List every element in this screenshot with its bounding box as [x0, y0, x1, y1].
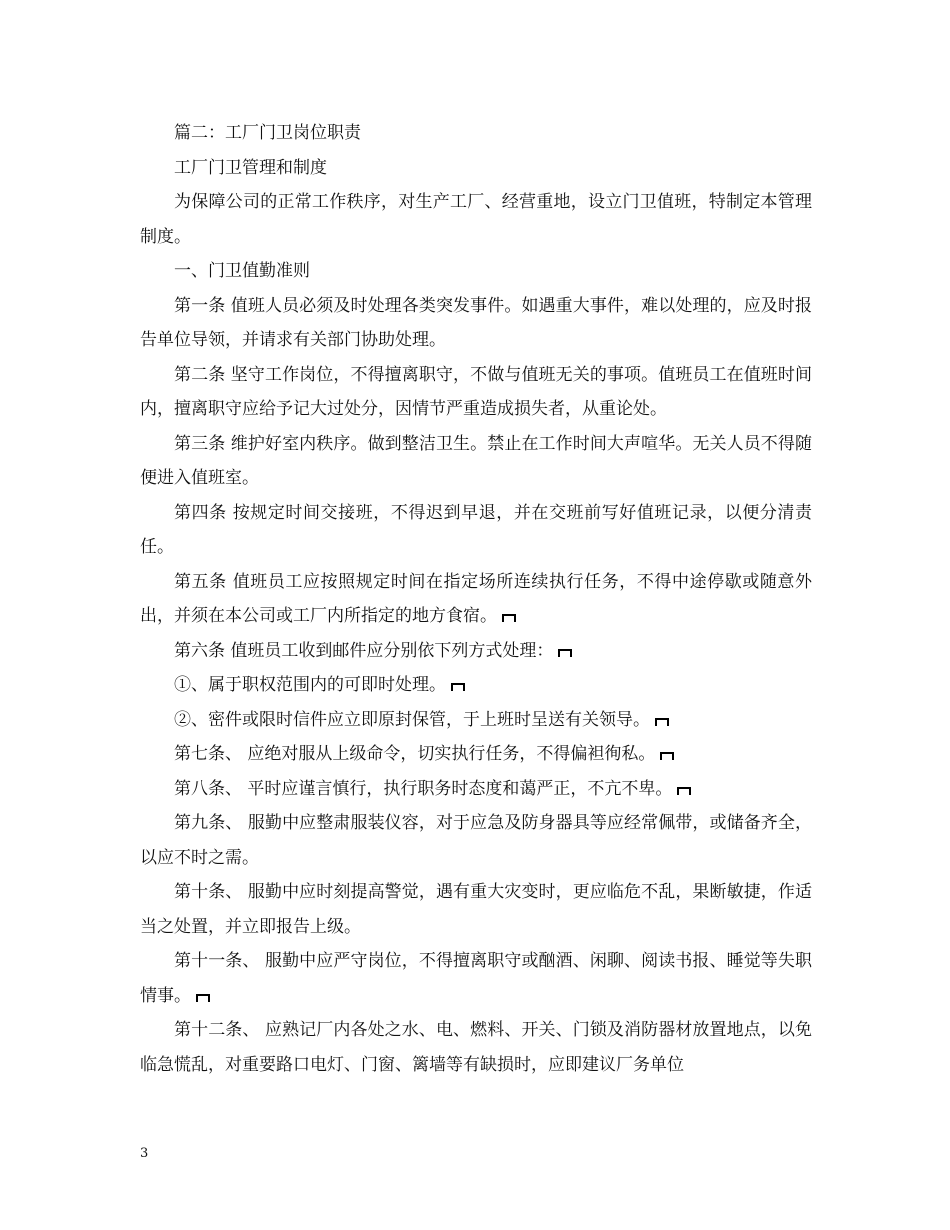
paragraph-text: 第九条、 服勤中应整肃服装仪容，对于应急及防身器具等应经常佩带，或储备齐全，以应不时之需。: [140, 813, 812, 868]
line-break-mark-icon: [659, 752, 675, 760]
paragraph-text: 第十一条、 服勤中应严守岗位，不得擅离职守或酗酒、闲聊、阅读书报、睡觉等失职情事。: [140, 951, 812, 1006]
line-break-mark-icon: [676, 787, 692, 795]
paragraph-text: 第五条 值班员工应按照规定时间在指定场所连续执行任务，不得中途停歇或随意外出，并须在本公司或工厂内所指定的地方食宿。: [140, 571, 812, 626]
document-subtitle: 工厂门卫管理和制度: [174, 157, 327, 178]
article-9: [140, 806, 812, 875]
article-2: [140, 358, 812, 427]
article-12: [140, 1013, 812, 1082]
paragraph-text: ②、密件或限时信件应立即原封保管，于上班时呈送有关领导。: [174, 709, 650, 730]
article-4: [140, 496, 812, 565]
article-5: [140, 565, 812, 634]
paragraph-text: 第二条 坚守工作岗位，不得擅离职守，不做与值班无关的事项。值班员工在值班时间内，擅离职守应给予记大过处分，因情节严重造成损失者，从重论处。: [140, 364, 812, 419]
paragraph-text: 第十条、 服勤中应时刻提高警觉，遇有重大灾变时，更应临危不乱，果断敏捷，作适当之处置，并立即报告上级。: [140, 882, 812, 937]
paragraph-intro: [140, 185, 812, 254]
page-number: 3: [140, 1146, 149, 1161]
article-11: [140, 944, 812, 1013]
paragraph-text: ①、属于职权范围内的可即时处理。: [174, 675, 446, 695]
line-break-mark-icon: [654, 718, 670, 726]
article-3: [140, 427, 812, 496]
document-title: 篇二：工厂门卫岗位职责: [174, 123, 361, 143]
article-1: [140, 289, 812, 358]
section-heading: [140, 254, 812, 289]
line-break-mark-icon: [450, 683, 466, 691]
paragraph-text: 第一条 值班人员必须及时处理各类突发事件。如遇重大事件，难以处理的，应及时报告单位导领，并请求有关部门协助处理。: [140, 295, 812, 350]
paragraph-text: 第三条 维护好室内秩序。做到整洁卫生。禁止在工作时间大声喧华。无关人员不得随便进入值班室。: [140, 433, 812, 488]
paragraph-text: 第八条、 平时应谨言慎行，执行职务时态度和蔼严正，不亢不卑。: [174, 778, 673, 799]
document-body: [140, 116, 812, 1082]
paragraph-text: 为保障公司的正常工作秩序，对生产工厂、经营重地，设立门卫值班，特制定本管理制度。: [140, 192, 812, 247]
article-6-item-1: [140, 668, 812, 703]
article-10: [140, 875, 812, 944]
article-6: [140, 634, 812, 669]
paragraph-text: 一、门卫值勤准则: [174, 261, 310, 281]
paragraph-text: 第四条 按规定时间交接班，不得迟到早退，并在交班前写好值班记录，以便分清责任。: [140, 502, 812, 557]
line-break-mark-icon: [557, 649, 573, 657]
article-6-item-2: [140, 703, 812, 738]
line-break-mark-icon: [501, 614, 517, 622]
paragraph-text: 第十二条、 应熟记厂内各处之水、电、燃料、开关、门锁及消防器材放置地点，以免临急慌乱，对重要路口电灯、门窗、篱墙等有缺损时，应即建议厂务单位: [140, 1020, 812, 1075]
paragraph-text: 第七条、 应绝对服从上级命令，切实执行任务，不得偏袒徇私。: [174, 744, 656, 764]
line-break-mark-icon: [195, 994, 211, 1002]
paragraph-text: 第六条 值班员工收到邮件应分别依下列方式处理：: [174, 640, 554, 661]
article-8: [140, 772, 812, 807]
article-7: [140, 737, 812, 772]
